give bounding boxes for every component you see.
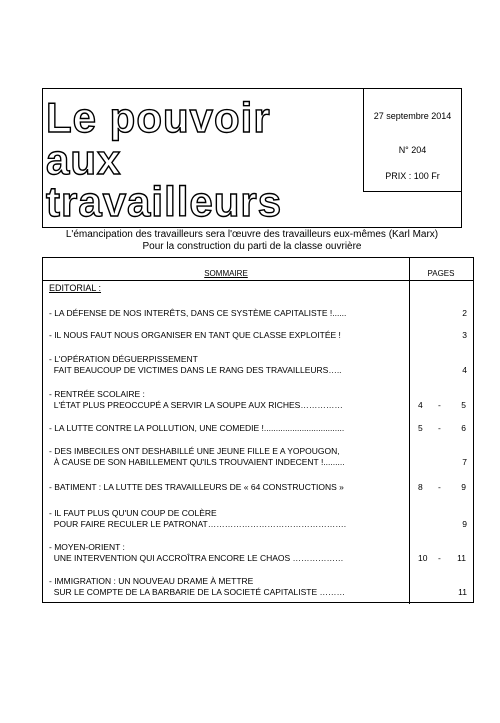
- toc-entry-text: - IL FAUT PLUS QU'UN COUP DE COLÈRE: [49, 508, 217, 518]
- page-range-dash: -: [438, 400, 441, 410]
- toc-heading: SOMMAIRE: [204, 269, 248, 278]
- subtitle-tagline: Pour la construction du parti de la classe ouvrière: [142, 241, 362, 252]
- issue-price: PRIX : 100 Fr: [385, 171, 440, 181]
- title-line: Le pouvoir: [46, 94, 271, 141]
- subtitle-quote: L'émancipation des travailleurs sera l'œuvre des travailleurs eux-mêmes (Karl Marx): [65, 229, 439, 240]
- pages-heading: PAGES: [427, 269, 455, 278]
- page-to: 11: [457, 553, 466, 563]
- page-from: 10: [418, 553, 428, 563]
- title-line: travailleurs: [46, 178, 283, 225]
- toc-page-number: 2: [462, 308, 467, 318]
- toc-entry-text: - MOYEN-ORIENT :: [49, 542, 125, 552]
- toc-page-number: 9: [462, 519, 467, 529]
- toc-entry-text: À CAUSE DE SON HABILLEMENT QU'ILS TROUVAIENT INDECENT !.........: [49, 457, 345, 467]
- page-range-dash: -: [438, 482, 441, 492]
- page-from: 8: [418, 482, 423, 492]
- toc-entry-text: - LA DÉFENSE DE NOS INTERÊTS, DANS CE SYSTÈME CAPITALISTE !......: [49, 308, 347, 318]
- toc-page-number: 4: [462, 365, 467, 375]
- page-range-dash: -: [438, 423, 441, 433]
- newspaper-title: [46, 94, 283, 225]
- toc-entry-text: SUR LE COMPTE DE LA BARBARIE DE LA SOCIETÉ CAPITALISTE ………: [49, 587, 346, 597]
- toc-entry-text: - IL NOUS FAUT NOUS ORGANISER EN TANT QUE CLASSE EXPLOITÉE !: [49, 330, 341, 340]
- toc-entry-text: - L'OPÉRATION DÉGUERPISSEMENT: [49, 354, 198, 364]
- toc-page-number: 3: [462, 330, 467, 340]
- toc-page-number: 11: [458, 587, 467, 597]
- page-to: 9: [461, 482, 466, 492]
- page-from: 5: [418, 423, 423, 433]
- issue-date: 27 septembre 2014: [373, 111, 452, 121]
- editorial-label: EDITORIAL :: [49, 283, 102, 293]
- page-range-dash: -: [438, 553, 441, 563]
- issue-info-box: [363, 88, 462, 192]
- issue-number: N° 204: [398, 145, 427, 155]
- toc-page-number: 7: [462, 457, 467, 467]
- table-of-contents: [42, 257, 474, 603]
- page-from: 4: [418, 400, 423, 410]
- toc-entry-text: L'ÉTAT PLUS PREOCCUPÉ A SERVIR LA SOUPE AUX RICHES……………: [49, 400, 343, 410]
- toc-entry-text: UNE INTERVENTION QUI ACCROÎTRA ENCORE LE CHAOS ………………: [49, 553, 344, 563]
- toc-entry-text: - RENTRÉE SCOLAIRE :: [49, 389, 145, 399]
- toc-entry-text: - IMMIGRATION : UN NOUVEAU DRAME À METTRE: [49, 576, 254, 586]
- subtitle: [42, 229, 462, 253]
- toc-entry-text: - LA LUTTE CONTRE LA POLLUTION, UNE COMEDIE !..................................: [49, 423, 345, 433]
- toc-entry-text: POUR FAIRE RECULER LE PATRONAT………………………………………….: [49, 519, 347, 529]
- title-line: aux: [46, 136, 122, 183]
- page-to: 6: [461, 423, 466, 433]
- toc-entry-text: FAIT BEAUCOUP DE VICTIMES DANS LE RANG DES TRAVAILLEURS…..: [49, 365, 342, 375]
- toc-entry-text: - BATIMENT : LA LUTTE DES TRAVAILLEURS DE « 64 CONSTRUCTIONS »: [49, 482, 344, 492]
- page-to: 5: [461, 400, 466, 410]
- toc-entry-text: - DES IMBECILES ONT DESHABILLÉ UNE JEUNE FILLE E A YOPOUGON,: [49, 446, 340, 456]
- masthead: [42, 88, 462, 228]
